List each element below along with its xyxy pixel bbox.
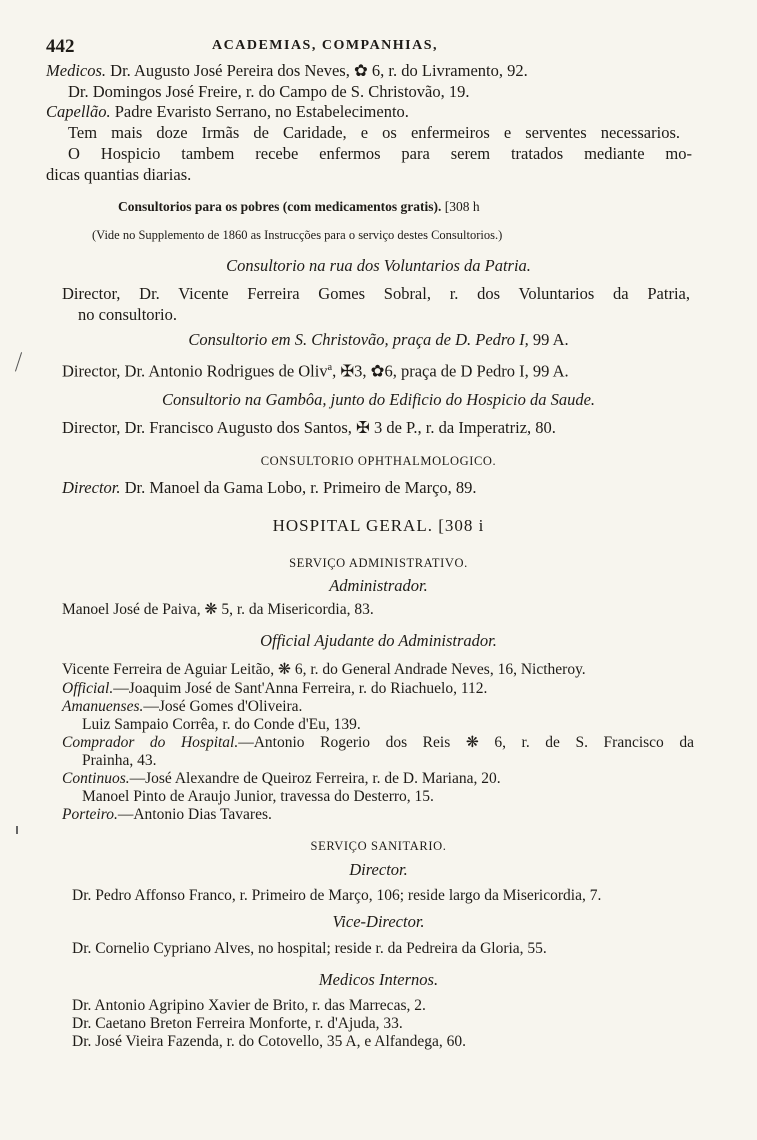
medico-freire-line: Dr. Domingos José Freire, r. do Campo de S. Christovão, 19.: [68, 82, 470, 101]
hospicio-line-2: dicas quantias diarias.: [46, 165, 192, 184]
irmas-line: Tem mais doze Irmãs de Caridade, e os enfermeiros e serventes necessarios.: [68, 123, 680, 142]
medico-interno-entry: Dr. Caetano Breton Ferreira Monforte, r. d'Ajuda, 33.: [72, 1015, 403, 1032]
porteiro-entry: Porteiro.—Antonio Dias Tavares.: [62, 806, 272, 823]
amanuenses-entry-2: Luiz Sampaio Corrêa, r. do Conde d'Eu, 139.: [82, 716, 361, 733]
order-star-icon: ❋: [277, 661, 291, 678]
vice-director-title: Vice-Director.: [332, 912, 425, 931]
vice-director-entry: Dr. Cornelio Cypriano Alves, no hospital; reside r. da Pedreira da Gloria, 55.: [72, 940, 547, 957]
consultorio-ophthalmologico-director: Director. Dr. Manoel da Gama Lobo, r. Primeiro de Março, 89.: [62, 478, 477, 497]
consultorios-heading: Consultorios para os pobres (com medicamentos gratis). [308 h: [118, 199, 480, 214]
director-title: Director.: [349, 860, 408, 879]
order-cross-icon: ✠: [340, 361, 355, 381]
medico-interno-entry: Dr. Antonio Agripino Xavier de Brito, r. das Marrecas, 2.: [72, 997, 426, 1014]
administrador-title: Administrador.: [329, 576, 428, 595]
order-rose-icon: ✿: [370, 361, 385, 381]
hospicio-line: O Hospicio tambem recebe enfermos para serem tratados mediante mo-: [68, 144, 692, 163]
margin-mark: [15, 352, 23, 372]
comprador-entry: Comprador do Hospital.—Antonio Rogerio dos Reis ❋ 6, r. de S. Francisco da: [62, 734, 694, 751]
consultorio-gamboa-director: Director, Dr. Francisco Augusto dos Santos, ✠ 3 de P., r. da Imperatriz, 80.: [62, 418, 556, 437]
continuos-entry-2: Manoel Pinto de Araujo Junior, travessa do Desterro, 15.: [82, 788, 434, 805]
consultorio-christovao-director: Director, Dr. Antonio Rodrigues de Oliv$^a$, ✠3, ✿6, praça de D Pedro I, 99 A.: [62, 361, 569, 381]
administrador-entry: Manoel José de Paiva, ❋ 5, r. da Misericordia, 83.: [62, 601, 374, 618]
order-rose-icon: ✿: [353, 61, 368, 80]
consultorio-christovao-title: Consultorio em S. Christovão, praça de D. Pedro I, 99 A.: [188, 330, 569, 349]
consultorios-note: (Vide no Supplemento de 1860 as Instrucções para o serviço destes Consultorios.): [92, 228, 503, 242]
comprador-entry-2: Prainha, 43.: [82, 752, 157, 769]
continuos-entry: Continuos.—José Alexandre de Queiroz Ferreira, r. de D. Mariana, 20.: [62, 770, 501, 787]
ajudante-entry: Vicente Ferreira de Aguiar Leitão, ❋ 6, r. do General Andrade Neves, 16, Nictheroy.: [62, 661, 586, 678]
page-number: 442: [46, 36, 75, 57]
servico-sanitario-heading: SERVIÇO SANITARIO.: [310, 839, 447, 853]
consultorio-voluntarios-director: Director, Dr. Vicente Ferreira Gomes Sobral, r. dos Voluntarios da Patria,: [62, 284, 690, 303]
running-title: ACADEMIAS, COMPANHIAS,: [212, 38, 439, 53]
director-entry: Dr. Pedro Affonso Franco, r. Primeiro de Março, 106; reside largo da Misericordia, 7.: [72, 887, 602, 904]
oficial-entry: Official.—Joaquim José de Sant'Anna Ferreira, r. do Riachuelo, 112.: [62, 680, 488, 697]
hospital-geral-title: HOSPITAL GERAL. [308 i: [272, 516, 485, 535]
consultorio-voluntarios-director-2: no consultorio.: [78, 305, 177, 324]
order-cross-icon: ✠: [356, 418, 370, 437]
order-star-icon: ❋: [465, 734, 479, 751]
amanuenses-entry: Amanuenses.—José Gomes d'Oliveira.: [62, 698, 303, 715]
servico-administrativo-heading: SERVIÇO ADMINISTRATIVO.: [289, 556, 468, 570]
order-star-icon: ❋: [204, 601, 218, 618]
capellao-line: Capellão. Padre Evaristo Serrano, no Estabelecimento.: [46, 102, 409, 121]
consultorio-voluntarios-title: Consultorio na rua dos Voluntarios da Patria.: [226, 256, 531, 275]
consultorio-ophthalmologico-heading: CONSULTORIO OPHTHALMOLOGICO.: [260, 454, 497, 468]
ajudante-title: Official Ajudante do Administrador.: [260, 631, 497, 650]
medico-interno-entry: Dr. José Vieira Fazenda, r. do Cotovello, 35 A, e Alfandega, 60.: [72, 1033, 466, 1050]
medicos-internos-title: Medicos Internos.: [318, 970, 439, 989]
margin-mark: [16, 826, 18, 834]
medicos-line: Medicos. Dr. Augusto José Pereira dos Neves, ✿ 6, r. do Livramento, 92.: [46, 61, 528, 80]
consultorio-gamboa-title: Consultorio na Gambôa, junto do Edificio do Hospicio da Saude.: [161, 390, 596, 409]
